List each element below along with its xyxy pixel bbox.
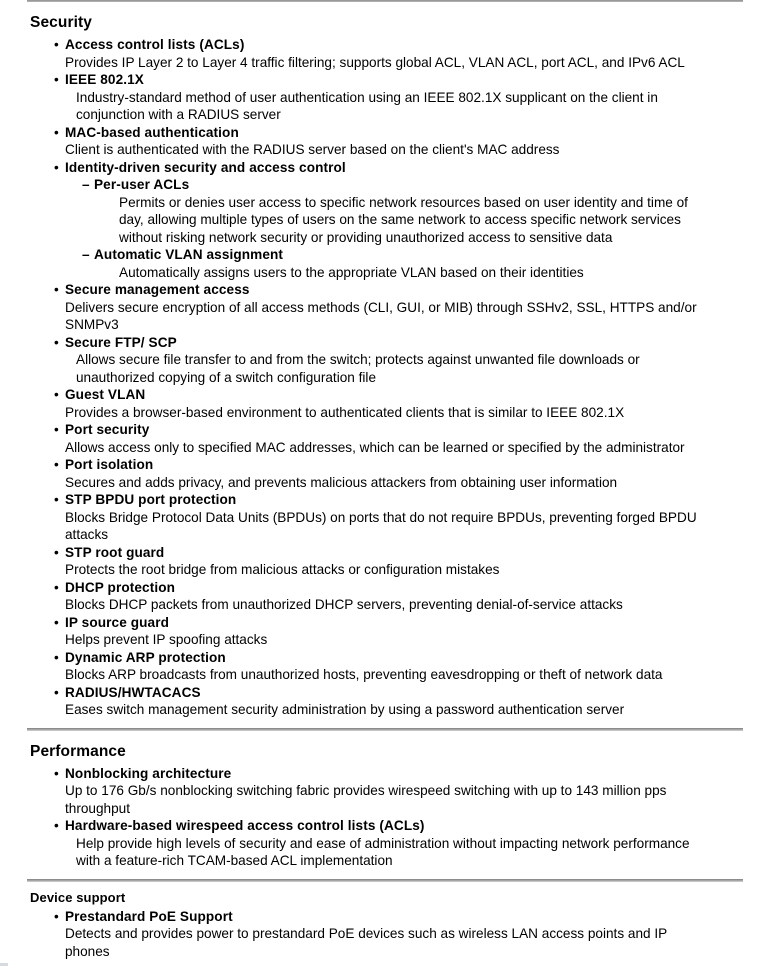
feature-item (30, 386, 743, 421)
feature-body (65, 817, 743, 870)
bullet-icon: • (54, 282, 59, 297)
feature-description-line: Blocks ARP broadcasts from unauthorized hosts, preventing eavesdropping or theft of network data (65, 667, 663, 682)
feature-description-line: with a feature-rich TCAM-based ACL implementation (76, 853, 393, 868)
feature-title: Hardware-based wirespeed access control lists (ACLs) (65, 818, 425, 833)
feature-body (65, 765, 743, 818)
feature-item (30, 765, 743, 818)
feature-item (30, 579, 743, 614)
feature-body (65, 124, 743, 159)
bullet-icon: • (54, 457, 59, 472)
feature-body (65, 386, 743, 421)
feature-description-line: Provides a browser-based environment to authenticated clients that is similar to IEEE 802.1X (65, 404, 625, 420)
feature-body (65, 71, 743, 124)
feature-title: Nonblocking architecture (65, 765, 232, 781)
feature-description-line: Secures and adds privacy, and prevents malicious attackers from obtaining user information (65, 474, 618, 490)
bullet-icon: • (54, 818, 59, 833)
feature-item (30, 908, 743, 961)
feature-item (30, 124, 743, 159)
feature-description-line: SNMPv3 (65, 317, 119, 332)
feature-body (65, 579, 743, 614)
sub-feature-item (65, 176, 743, 246)
feature-description-line: Help provide high levels of security and ease of administration without impacting network performance (76, 835, 690, 851)
feature-description-line: Helps prevent IP spoofing attacks (65, 632, 268, 647)
sub-feature-description-line: day, allowing multiple types of users on the same network to access specific network services (119, 212, 681, 227)
feature-description-line: unauthorized copying of a switch configuration file (76, 369, 376, 385)
bullet-icon: • (54, 387, 59, 402)
bullet-icon: • (54, 649, 59, 665)
screen-artifact (0, 963, 8, 966)
feature-body (65, 334, 743, 387)
sub-feature-body (94, 246, 743, 281)
feature-title: IP source guard (65, 614, 169, 630)
feature-description-line: Allows access only to specified MAC addresses, which can be learned or specified by the administrator (65, 439, 685, 455)
feature-title: IEEE 802.1X (65, 72, 144, 87)
feature-description-line: Allows secure file transfer to and from the switch; protects against unwanted file downloads or (76, 352, 640, 367)
feature-item (30, 614, 743, 649)
feature-title: Guest VLAN (65, 387, 146, 402)
sub-feature-title: Automatic VLAN assignment (94, 247, 284, 262)
bullet-icon: • (54, 765, 59, 781)
feature-body (65, 159, 743, 282)
feature-description-line: Blocks Bridge Protocol Data Units (BPDUs) on ports that do not require BPDUs, preventing forged BPDU (65, 509, 697, 525)
feature-title: Dynamic ARP protection (65, 649, 226, 665)
dash-icon: – (82, 247, 90, 262)
feature-title: Port isolation (65, 457, 154, 472)
bullet-icon: • (54, 492, 59, 507)
feature-item (30, 281, 743, 334)
sub-feature-description-line: Permits or denies user access to specific network resources based on user identity and time of (119, 194, 688, 210)
feature-description-line: Client is authenticated with the RADIUS server based on the client's MAC address (65, 142, 560, 157)
feature-item (30, 544, 743, 579)
feature-body (65, 36, 743, 71)
feature-body (65, 281, 743, 334)
feature-title: Port security (65, 422, 150, 437)
feature-title: MAC-based authentication (65, 124, 239, 140)
feature-title: Prestandard PoE Support (65, 908, 233, 924)
feature-body (65, 544, 743, 579)
bullet-icon: • (54, 908, 59, 924)
section-title-device-support: Device support (30, 889, 126, 905)
sub-feature-title: Per-user ACLs (94, 177, 190, 192)
bullet-icon: • (54, 37, 59, 52)
feature-description-line: conjunction with a RADIUS server (76, 107, 281, 122)
bullet-icon: • (54, 544, 59, 560)
feature-description-line: Provides IP Layer 2 to Layer 4 traffic filtering; supports global ACL, VLAN ACL, port ACL, and IPv6 ACL (65, 54, 685, 70)
feature-item (30, 456, 743, 491)
feature-item (30, 71, 743, 124)
sub-feature-description-line: Automatically assigns users to the appropriate VLAN based on their identities (119, 264, 584, 280)
bullet-icon: • (54, 422, 59, 437)
feature-title: STP root guard (65, 544, 165, 560)
feature-title: DHCP protection (65, 579, 176, 595)
feature-description-line: Protects the root bridge from malicious attacks or configuration mistakes (65, 562, 500, 577)
feature-description-line: Detects and provides power to prestandard PoE devices such as wireless LAN access points and IP (65, 926, 668, 941)
feature-description-line: Industry-standard method of user authentication using an IEEE 802.1X supplicant on the client in (76, 89, 658, 105)
feature-item (30, 491, 743, 544)
feature-item (30, 159, 743, 282)
feature-description-line: attacks (65, 527, 109, 542)
section-title-performance: Performance (30, 742, 126, 760)
feature-item (30, 649, 743, 684)
feature-body (65, 491, 743, 544)
bullet-icon: • (54, 334, 59, 350)
feature-description-line: phones (65, 943, 110, 959)
feature-body (65, 456, 743, 491)
bullet-icon: • (54, 159, 59, 175)
feature-title: Secure management access (65, 282, 250, 297)
top-edge-divider (27, 0, 743, 2)
section-title-security: Security (30, 14, 92, 31)
section-divider (27, 879, 743, 882)
feature-title: Identity-driven security and access control (65, 159, 346, 175)
feature-item (30, 684, 743, 719)
dash-icon: – (82, 177, 90, 192)
feature-description-line: Blocks DHCP packets from unauthorized DHCP servers, preventing denial-of-service attacks (65, 597, 623, 612)
feature-title: Access control lists (ACLs) (65, 37, 245, 52)
feature-description-line: throughput (65, 800, 131, 816)
feature-item (30, 334, 743, 387)
feature-body (65, 684, 743, 719)
feature-title: RADIUS/HWTACACS (65, 684, 201, 700)
sub-feature-body (94, 176, 743, 246)
feature-title: Secure FTP/ SCP (65, 334, 177, 350)
feature-body (65, 614, 743, 649)
feature-body (65, 908, 743, 961)
bullet-icon: • (54, 614, 59, 630)
bullet-icon: • (54, 124, 59, 140)
feature-description-line: Eases switch management security administration by using a password authentication server (65, 702, 625, 717)
feature-description-line: Delivers secure encryption of all access methods (CLI, GUI, or MIB) through SSHv2, SSL, HTTPS and/or (65, 299, 697, 315)
sub-feature-item (65, 246, 743, 281)
bullet-icon: • (54, 72, 59, 87)
feature-item (30, 421, 743, 456)
bullet-icon: • (54, 684, 59, 700)
bullet-icon: • (54, 579, 59, 595)
section-divider (27, 728, 743, 731)
feature-description-line: Up to 176 Gb/s nonblocking switching fabric provides wirespeed switching with up to 143 million pps (65, 783, 667, 798)
feature-item (30, 817, 743, 870)
feature-body (65, 649, 743, 684)
feature-title: STP BPDU port protection (65, 492, 237, 507)
feature-item (30, 36, 743, 71)
feature-body (65, 421, 743, 456)
sub-feature-description-line: without risking network security or providing unauthorized access to sensitive data (119, 229, 613, 245)
